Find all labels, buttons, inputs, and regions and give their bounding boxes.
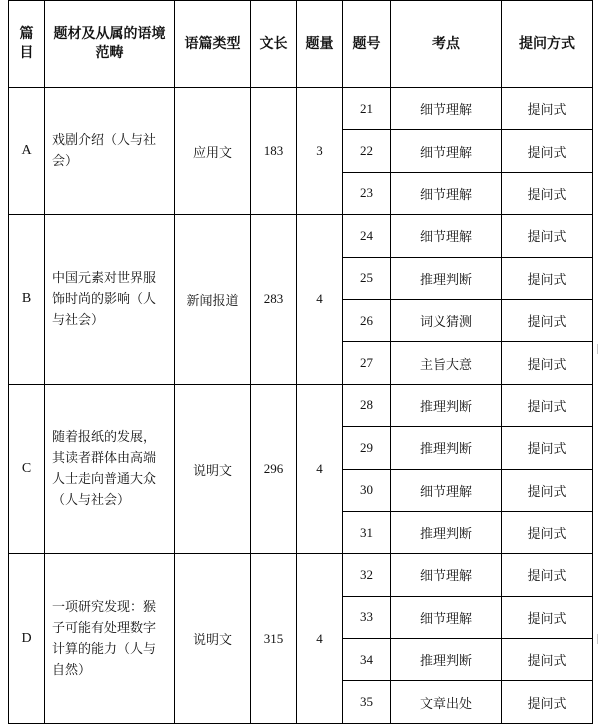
question-style: 提问式 [502, 257, 593, 299]
passage-genre: 新闻报道 [175, 215, 251, 385]
header-style: 提问方式 [502, 1, 593, 88]
question-style: 提问式 [502, 172, 593, 214]
question-number: 23 [343, 172, 391, 214]
question-number: 34 [343, 639, 391, 681]
question-point: 细节理解 [391, 172, 502, 214]
question-point: 细节理解 [391, 469, 502, 511]
passage-question-count: 4 [297, 554, 343, 724]
passage-id: A [9, 88, 45, 215]
question-point: 词义猜测 [391, 299, 502, 341]
question-number: 33 [343, 596, 391, 638]
question-style: 提问式 [502, 384, 593, 426]
question-point: 细节理解 [391, 130, 502, 172]
question-number: 25 [343, 257, 391, 299]
question-number: 28 [343, 384, 391, 426]
passage-length: 183 [251, 88, 297, 215]
question-number: 24 [343, 215, 391, 257]
question-point: 主旨大意 [391, 342, 502, 384]
passage-id: B [9, 215, 45, 385]
passage-length: 283 [251, 215, 297, 385]
question-style: 提问式 [502, 639, 593, 681]
question-style: 提问式 [502, 215, 593, 257]
passage-topic: 随着报纸的发展，其读者群体由高端人士走向普通大众（人与社会） [45, 384, 175, 554]
passage-question-count: 4 [297, 215, 343, 385]
page-edge-mark [597, 344, 598, 354]
passage-genre: 说明文 [175, 554, 251, 724]
table-row [9, 384, 593, 426]
question-number: 21 [343, 88, 391, 130]
question-style: 提问式 [502, 469, 593, 511]
passage-id: C [9, 384, 45, 554]
question-number: 22 [343, 130, 391, 172]
question-number: 32 [343, 554, 391, 596]
page-edge-mark [597, 634, 598, 644]
question-number: 26 [343, 299, 391, 341]
passage-question-count: 4 [297, 384, 343, 554]
table-row [9, 88, 593, 130]
question-style: 提问式 [502, 299, 593, 341]
passage-question-count: 3 [297, 88, 343, 215]
question-style: 提问式 [502, 511, 593, 553]
question-point: 推理判断 [391, 427, 502, 469]
question-point: 细节理解 [391, 554, 502, 596]
question-number: 30 [343, 469, 391, 511]
passage-topic: 一项研究发现：猴子可能有处理数字计算的能力（人与自然） [45, 554, 175, 724]
question-style: 提问式 [502, 596, 593, 638]
table-row [9, 554, 593, 596]
question-style: 提问式 [502, 130, 593, 172]
passage-genre: 说明文 [175, 384, 251, 554]
passage-length: 296 [251, 384, 297, 554]
question-point: 推理判断 [391, 257, 502, 299]
question-point: 推理判断 [391, 384, 502, 426]
question-style: 提问式 [502, 681, 593, 724]
question-style: 提问式 [502, 554, 593, 596]
header-genre: 语篇类型 [175, 1, 251, 88]
exam-analysis-table [8, 0, 593, 724]
passage-topic: 中国元素对世界服饰时尚的影响（人与社会） [45, 215, 175, 385]
table-row [9, 215, 593, 257]
question-point: 细节理解 [391, 596, 502, 638]
header-row [9, 1, 593, 88]
question-style: 提问式 [502, 342, 593, 384]
question-point: 细节理解 [391, 88, 502, 130]
passage-id: D [9, 554, 45, 724]
question-number: 29 [343, 427, 391, 469]
passage-genre: 应用文 [175, 88, 251, 215]
header-topic: 题材及从属的语境范畴 [45, 1, 175, 88]
question-number: 27 [343, 342, 391, 384]
header-number: 题号 [343, 1, 391, 88]
header-passage: 篇目 [9, 1, 45, 88]
question-point: 推理判断 [391, 511, 502, 553]
passage-length: 315 [251, 554, 297, 724]
passage-topic: 戏剧介绍（人与社会） [45, 88, 175, 215]
header-length: 文长 [251, 1, 297, 88]
question-point: 推理判断 [391, 639, 502, 681]
question-number: 31 [343, 511, 391, 553]
header-count: 题量 [297, 1, 343, 88]
question-number: 35 [343, 681, 391, 724]
question-point: 文章出处 [391, 681, 502, 724]
question-style: 提问式 [502, 88, 593, 130]
question-point: 细节理解 [391, 215, 502, 257]
header-point: 考点 [391, 1, 502, 88]
question-style: 提问式 [502, 427, 593, 469]
